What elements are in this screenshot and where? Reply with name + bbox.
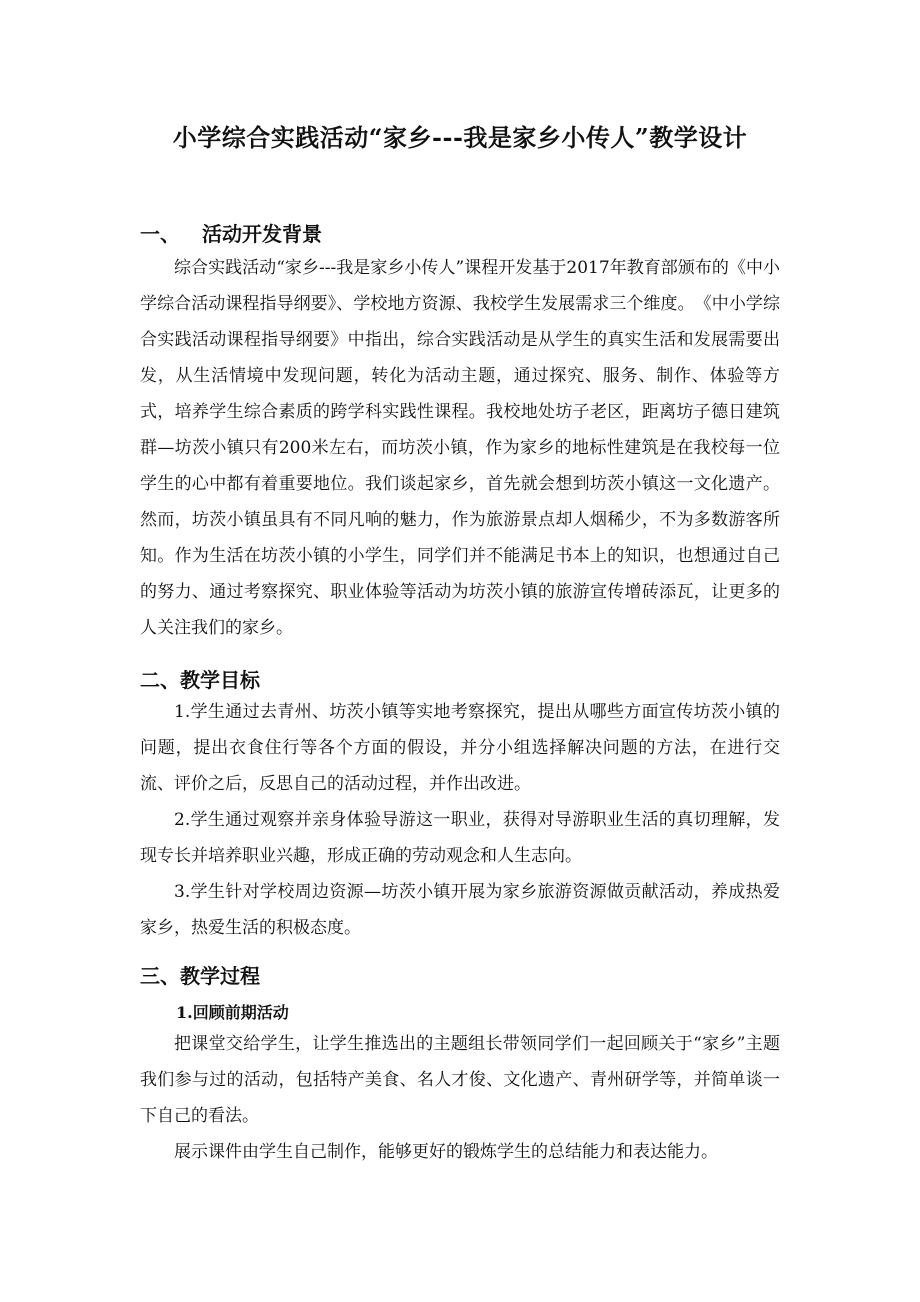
paragraph-review-1: 把课堂交给学生，让学生推选出的主题组长带领同学们一起回顾关于“家乡”主题我们参与过的活动，包括特产美食、名人才俊、文化遗产、青州研学等，并简单谈一下自己的看法。 xyxy=(140,1034,780,1126)
section-heading-background xyxy=(140,218,322,247)
section-number: 三、 xyxy=(140,964,180,988)
section-number: 一、 xyxy=(140,222,180,246)
section-number: 二、 xyxy=(140,668,180,692)
paragraph-review-2: 展示课件由学生自己制作，能够更好的锻炼学生的总结能力和表达能力。 xyxy=(174,1142,718,1162)
section-title: 活动开发背景 xyxy=(202,222,322,246)
paragraph-objective-2: 2.学生通过观察并亲身体验导游这一职业，获得对导游职业生活的真切理解，发现专长并培养职业兴趣，形成正确的劳动观念和人生志向。 xyxy=(140,810,780,866)
paragraph-background: 综合实践活动“家乡---我是家乡小传人”课程开发基于2017年教育部颁布的《中小学综合活动课程指导纲要》、学校地方资源、我校学生发展需求三个维度。 《中小学综合实践活动课程指导纲要》中指出，综合实践活动是从学生的真实生活和发展需要出发，从生活情境中发现问题，转化为活动主题，通过探究、服务、制作、体验等方式，培养学生综合素质的跨学科实践性课程。我校地处坊子老区，距离坊子德日建筑群—坊茨小镇只有200米左右，而坊茨小镇，作为家乡的地标性建筑是在我校每一位学生的心中都有着重要地位。我们谈起家乡，首先就会想到坊茨小镇这一文化遗产。然而，坊茨小镇虽具有不同凡响的魅力，作为旅游景点却人烟稀少，不为多数游客所知。作为生活在坊茨小镇的小学生，同学们并不能满足书本上的知识，也想通过自己的努力、通过考察探究、职业体验等活动为坊茨小镇的旅游宣传增砖添瓦，让更多的人关注我们的家乡。 xyxy=(140,258,780,638)
section-heading-process xyxy=(140,960,260,989)
section-heading-objectives xyxy=(140,664,260,693)
section-title: 教学过程 xyxy=(180,964,260,988)
document-title: 小学综合实践活动“家乡---我是家乡小传人”教学设计 xyxy=(172,123,748,152)
subheading-review: 1.回顾前期活动 xyxy=(176,1003,289,1022)
paragraph-objective-3: 3.学生针对学校周边资源—坊茨小镇开展为家乡旅游资源做贡献活动，养成热爱家乡，热爱生活的积极态度。 xyxy=(140,882,780,938)
section-title: 教学目标 xyxy=(180,668,260,692)
paragraph-objective-1: 1.学生通过去青州、坊茨小镇等实地考察探究，提出从哪些方面宣传坊茨小镇的问题，提出衣食住行等各个方面的假设，并分小组选择解决问题的方法，在进行交流、评价之后，反思自己的活动过程，并作出改进。 xyxy=(140,702,780,794)
